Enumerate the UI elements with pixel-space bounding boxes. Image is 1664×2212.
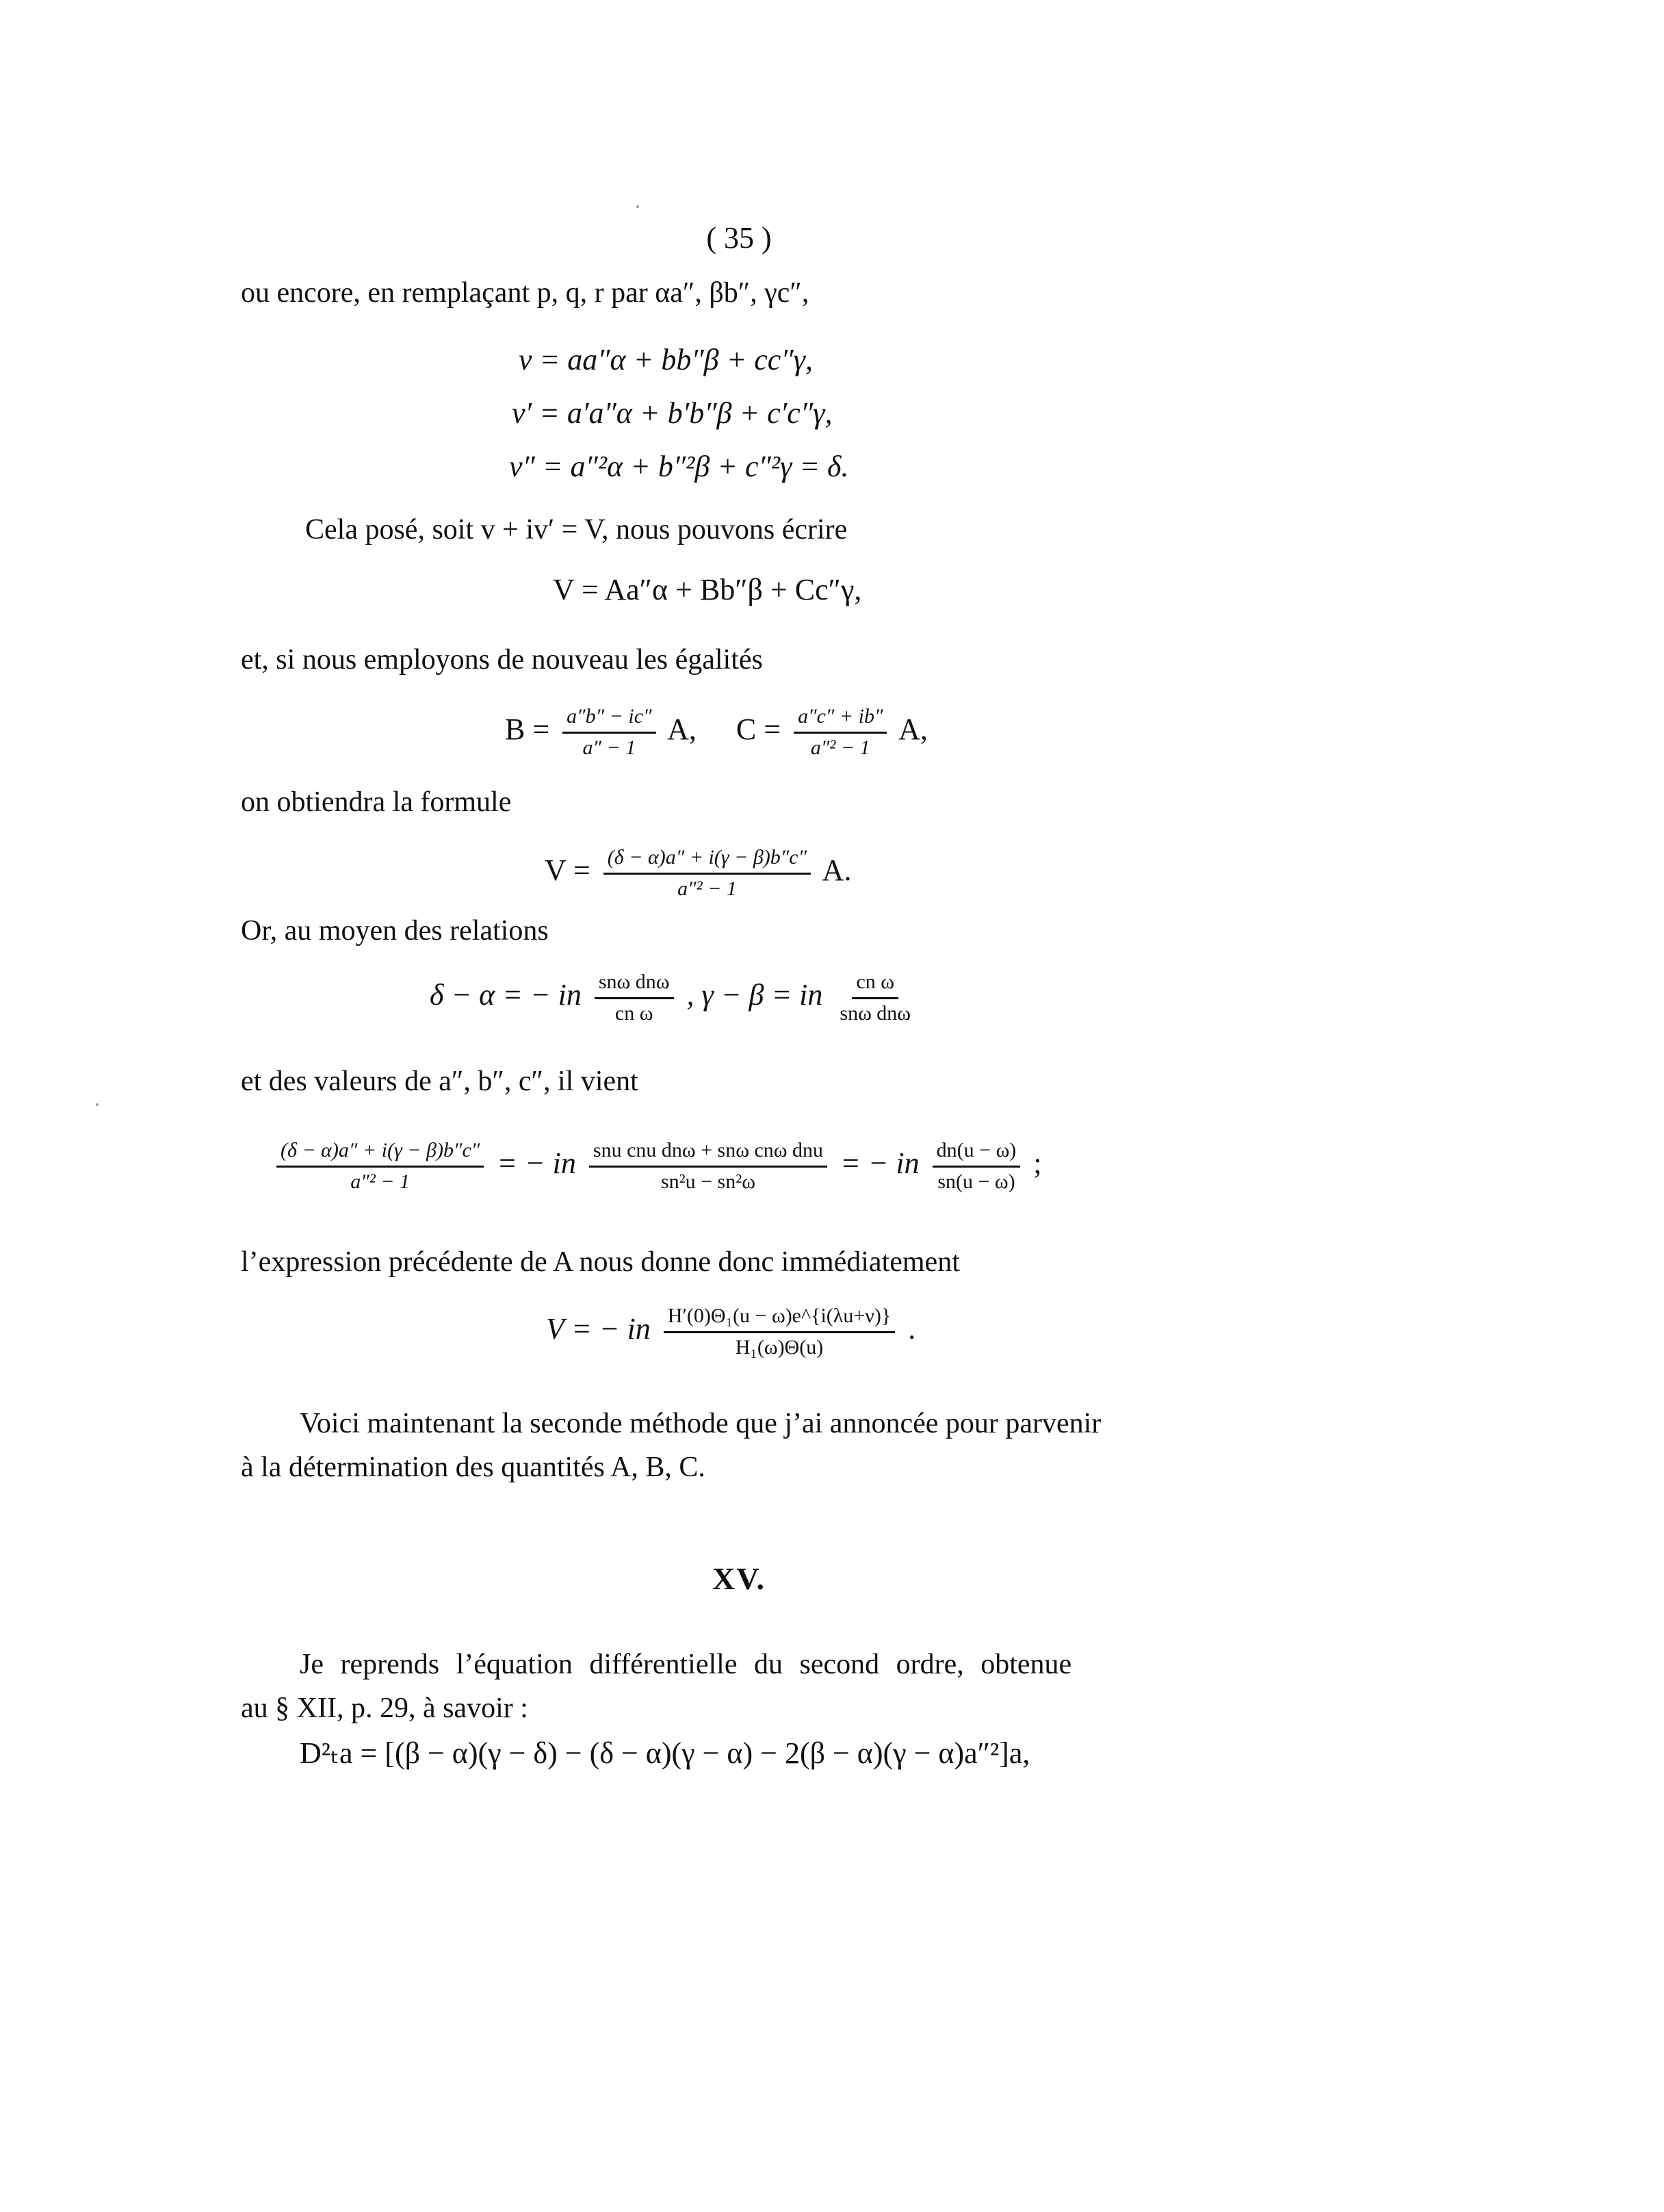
big-mid-1: = − in bbox=[497, 1146, 576, 1181]
eq-V3-tail: . bbox=[908, 1312, 916, 1346]
paragraph-je-reprends-1: Je reprends l’équation différentielle du second ordre, obtenue bbox=[300, 1649, 1072, 1680]
eq-C-lhs: C = bbox=[736, 712, 781, 747]
equation-V-final bbox=[546, 1304, 915, 1359]
fraction-C-numerator: a″c″ + ib″ bbox=[794, 705, 887, 734]
fraction-rel1-numerator: snω dnω bbox=[595, 970, 674, 999]
equation-relations bbox=[430, 970, 920, 1025]
fraction-V3 bbox=[664, 1304, 896, 1359]
paragraph-voici-1: Voici maintenant la seconde méthode que j’ai annoncée pour parvenir bbox=[300, 1408, 1102, 1439]
paragraph-lexpression: l’expression précédente de A nous donne donc immédiatement bbox=[241, 1246, 960, 1278]
equation-differential: D²ₜa = [(β − α)(γ − δ) − (δ − α)(γ − α) − 2(β − α)(γ − α)a″²]a, bbox=[300, 1736, 1030, 1770]
rel2-lhs: , γ − β = in bbox=[686, 978, 823, 1012]
big-mid-2: = − in bbox=[840, 1146, 920, 1181]
fraction-V bbox=[603, 846, 811, 901]
fraction-B bbox=[562, 705, 655, 760]
equation-v-prime: v′ = a′a″α + b′b″β + c′c″γ, bbox=[512, 396, 833, 430]
fraction-V-numerator: (δ − α)a″ + i(γ − β)b″c″ bbox=[603, 846, 811, 875]
fraction-big-3 bbox=[933, 1139, 1021, 1194]
paragraph-voici-2: à la détermination des quantités A, B, C. bbox=[241, 1452, 705, 1483]
fraction-big-3-numerator: dn(u − ω) bbox=[933, 1139, 1021, 1168]
fraction-big-1-numerator: (δ − α)a″ + i(γ − β)b″c″ bbox=[276, 1139, 484, 1168]
paragraph-et-si: et, si nous employons de nouveau les égalités bbox=[241, 644, 763, 676]
scan-speck bbox=[96, 1103, 99, 1106]
fraction-big-1 bbox=[276, 1139, 484, 1194]
section-heading: XV. bbox=[712, 1561, 766, 1596]
eq-V2-tail: A. bbox=[822, 853, 852, 888]
rel1-lhs: δ − α = − in bbox=[430, 978, 582, 1012]
page-number: ( 35 ) bbox=[706, 221, 772, 255]
fraction-rel2-numerator: cn ω bbox=[852, 970, 898, 999]
big-tail: ; bbox=[1033, 1146, 1042, 1181]
equation-V: V = Aa″α + Bb″β + Cc″γ, bbox=[553, 573, 862, 606]
eq-C-tail: A, bbox=[898, 712, 928, 747]
paragraph-on-obtiendra: on obtiendra la formule bbox=[241, 786, 512, 818]
fraction-big-2-numerator: snu cnu dnω + snω cnω dnu bbox=[589, 1139, 827, 1168]
paragraph-je-reprends-2: au § XII, p. 29, à savoir : bbox=[241, 1693, 528, 1724]
equation-big bbox=[271, 1139, 1042, 1194]
fraction-big-2-denominator: sn²u − sn²ω bbox=[660, 1170, 755, 1193]
eq-B-tail: A, bbox=[667, 712, 697, 747]
paragraph-et-des-valeurs: et des valeurs de a″, b″, c″, il vient bbox=[241, 1066, 638, 1097]
fraction-B-denominator: a″ − 1 bbox=[582, 736, 636, 759]
paragraph-intro: ou encore, en remplaçant p, q, r par αa″, βb″, γc″, bbox=[241, 277, 809, 309]
fraction-rel2 bbox=[835, 970, 915, 1025]
fraction-big-2 bbox=[589, 1139, 827, 1194]
eq-V2-lhs: V = bbox=[545, 853, 590, 888]
fraction-V-denominator: a″² − 1 bbox=[677, 877, 737, 900]
eq-B-lhs: B = bbox=[505, 712, 550, 747]
fraction-C-denominator: a″² − 1 bbox=[810, 736, 870, 759]
fraction-V3-denominator: H₁(ω)Θ(u) bbox=[735, 1335, 824, 1359]
fraction-B-numerator: a″b″ − ic″ bbox=[562, 705, 655, 734]
equation-v-double-prime: v″ = a″²α + b″²β + c″²γ = δ. bbox=[509, 450, 849, 483]
scan-speck bbox=[636, 205, 639, 208]
fraction-V3-numerator: H′(0)Θ₁(u − ω)e^{i(λu+ν)} bbox=[664, 1304, 896, 1333]
paragraph-cela-pose: Cela posé, soit v + iv′ = V, nous pouvons écrire bbox=[305, 514, 848, 545]
fraction-rel1-denominator: cn ω bbox=[614, 1001, 653, 1025]
paragraph-or-au-moyen: Or, au moyen des relations bbox=[241, 915, 549, 947]
fraction-big-1-denominator: a″² − 1 bbox=[350, 1170, 411, 1193]
fraction-rel2-denominator: snω dnω bbox=[840, 1001, 911, 1025]
fraction-rel1 bbox=[595, 970, 674, 1025]
fraction-big-3-denominator: sn(u − ω) bbox=[937, 1170, 1015, 1193]
eq-V3-lhs: V = − in bbox=[546, 1312, 651, 1346]
equation-v: v = aa″α + bb″β + cc″γ, bbox=[519, 343, 813, 376]
fraction-C bbox=[794, 705, 887, 760]
equation-B-C bbox=[505, 705, 928, 760]
equation-V-formula bbox=[545, 846, 851, 901]
